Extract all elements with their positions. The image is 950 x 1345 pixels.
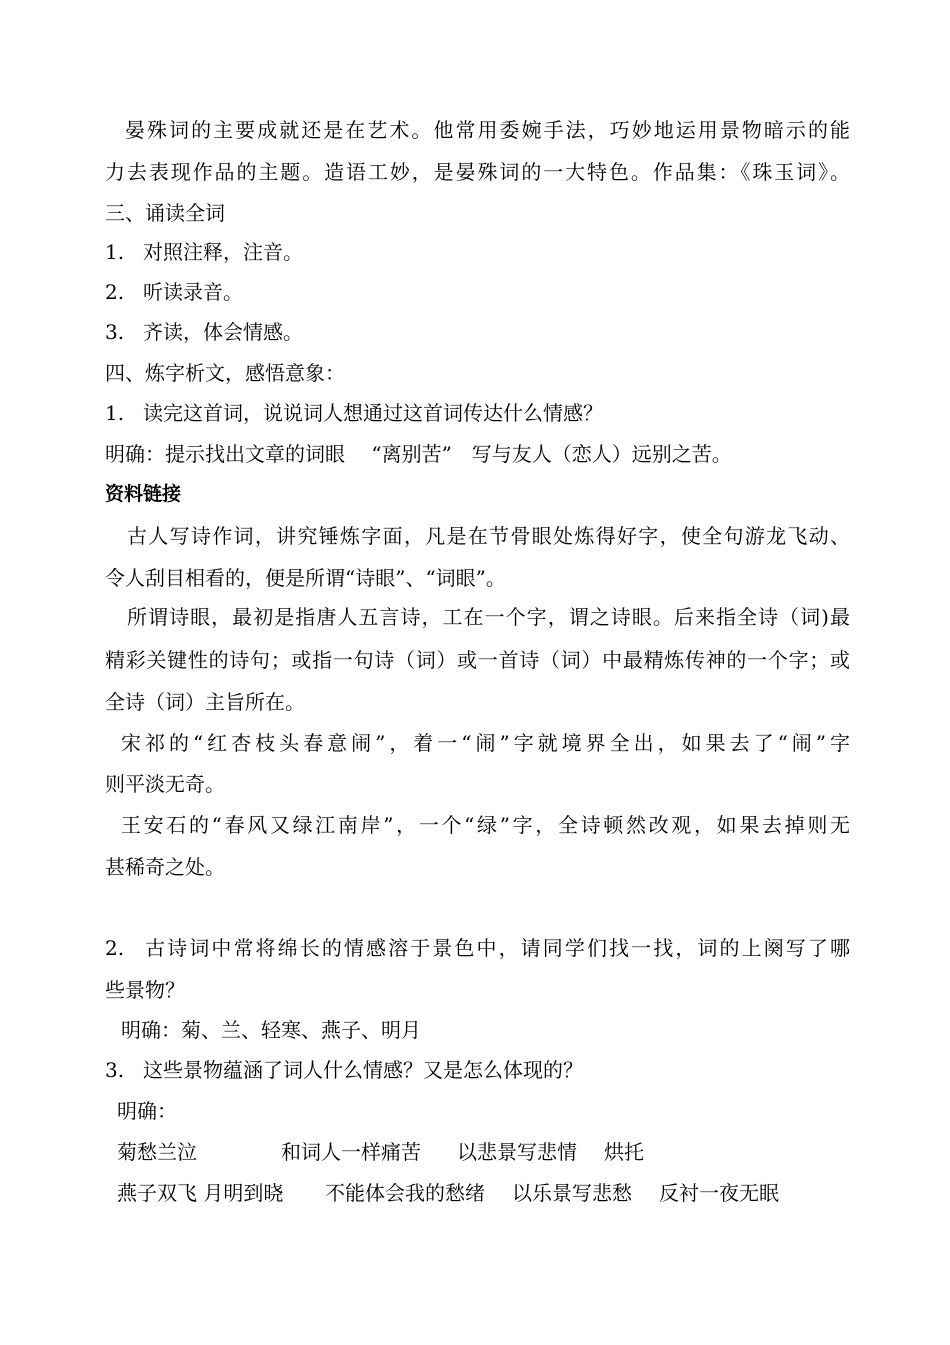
item-number: 3. [105, 320, 125, 344]
item-text: 齐读，体会情感。 [143, 320, 303, 344]
item-text: 对照注释，注音。 [143, 240, 303, 264]
section-3-heading: 三、诵读全词 [105, 201, 225, 225]
resource-p2-line-2: 精彩关键性的诗句；或指一句诗（词）或一首诗（词）中最精炼传神的一个字；或 [105, 648, 850, 672]
question-number: 1. [105, 401, 125, 425]
section-3-item-3 [105, 320, 850, 344]
technique-cell: 烘托 [604, 1140, 644, 1164]
question-2-line-1 [105, 936, 850, 960]
item-number: 2. [105, 280, 125, 304]
intro-line-1: 晏殊词的主要成就还是在艺术。他常用委婉手法，巧妙地运用景物暗示的能 [125, 118, 850, 142]
method-cell: 以乐景写悲愁 [512, 1181, 632, 1205]
resource-p4-line-2: 甚稀奇之处。 [105, 855, 225, 879]
question-number: 3. [105, 1058, 125, 1082]
method-cell: 以悲景写悲情 [457, 1140, 577, 1164]
scene-cell: 燕子双飞 月明到晓 [117, 1181, 284, 1205]
question-text: 这些景物蕴涵了词人什么情感？又是怎么体现的？ [143, 1058, 583, 1082]
resource-p2-line-3: 全诗（词）主旨所在。 [105, 690, 305, 714]
resource-p2-line-1: 所谓诗眼，最初是指唐人五言诗，工在一个字，谓之诗眼。后来指全诗（词)最 [127, 605, 850, 629]
feeling-cell: 和词人一样痛苦 [281, 1140, 421, 1164]
resource-p1-line-2: 令人刮目相看的，便是所谓“诗眼”、“词眼”。 [105, 566, 506, 590]
section-4-question-1 [105, 401, 850, 425]
section-4-answer-1: 明确：提示找出文章的词眼 “离别苦” 写与友人（恋人）远别之苦。 [105, 442, 732, 466]
resource-p3-line-1: 宋祁的“红杏枝头春意闹”，着一“闹”字就境界全出，如果去了“闹”字 [121, 731, 850, 755]
item-number: 1. [105, 240, 125, 264]
question-3-answer-label: 明确： [117, 1099, 177, 1123]
section-4-heading: 四、炼字析文，感悟意象： [105, 361, 345, 385]
resource-p3-line-2: 则平淡无奇。 [105, 772, 225, 796]
resource-p4-line-1: 王安石的“春风又绿江南岸”，一个“绿”字，全诗顿然改观，如果去掉则无 [121, 813, 850, 837]
feeling-cell: 不能体会我的愁绪 [325, 1181, 485, 1205]
question-number: 2. [105, 936, 125, 960]
question-2-line-2: 些景物？ [105, 978, 185, 1002]
section-3-item-2 [105, 280, 850, 304]
question-2-answer: 明确：菊、兰、轻寒、燕子、明月 [121, 1018, 421, 1042]
intro-line-2: 力去表现作品的主题。造语工妙，是晏殊词的一大特色。作品集：《珠玉词》。 [105, 160, 850, 184]
resource-p1-line-1: 古人写诗作词，讲究锤炼字面，凡是在节骨眼处炼得好字，使全句游龙飞动、 [127, 524, 850, 548]
technique-cell: 反衬一夜无眠 [659, 1181, 779, 1205]
resource-heading: 资料链接 [105, 483, 182, 505]
question-text: 古诗词中常将绵长的情感溶于景色中，请同学们找一找，词的上阕写了哪 [143, 936, 850, 960]
question-3 [105, 1058, 850, 1082]
question-text: 读完这首词，说说词人想通过这首词传达什么情感？ [143, 401, 603, 425]
section-3-item-1 [105, 240, 850, 264]
scene-cell: 菊愁兰泣 [117, 1140, 197, 1164]
item-text: 听读录音。 [143, 280, 243, 304]
